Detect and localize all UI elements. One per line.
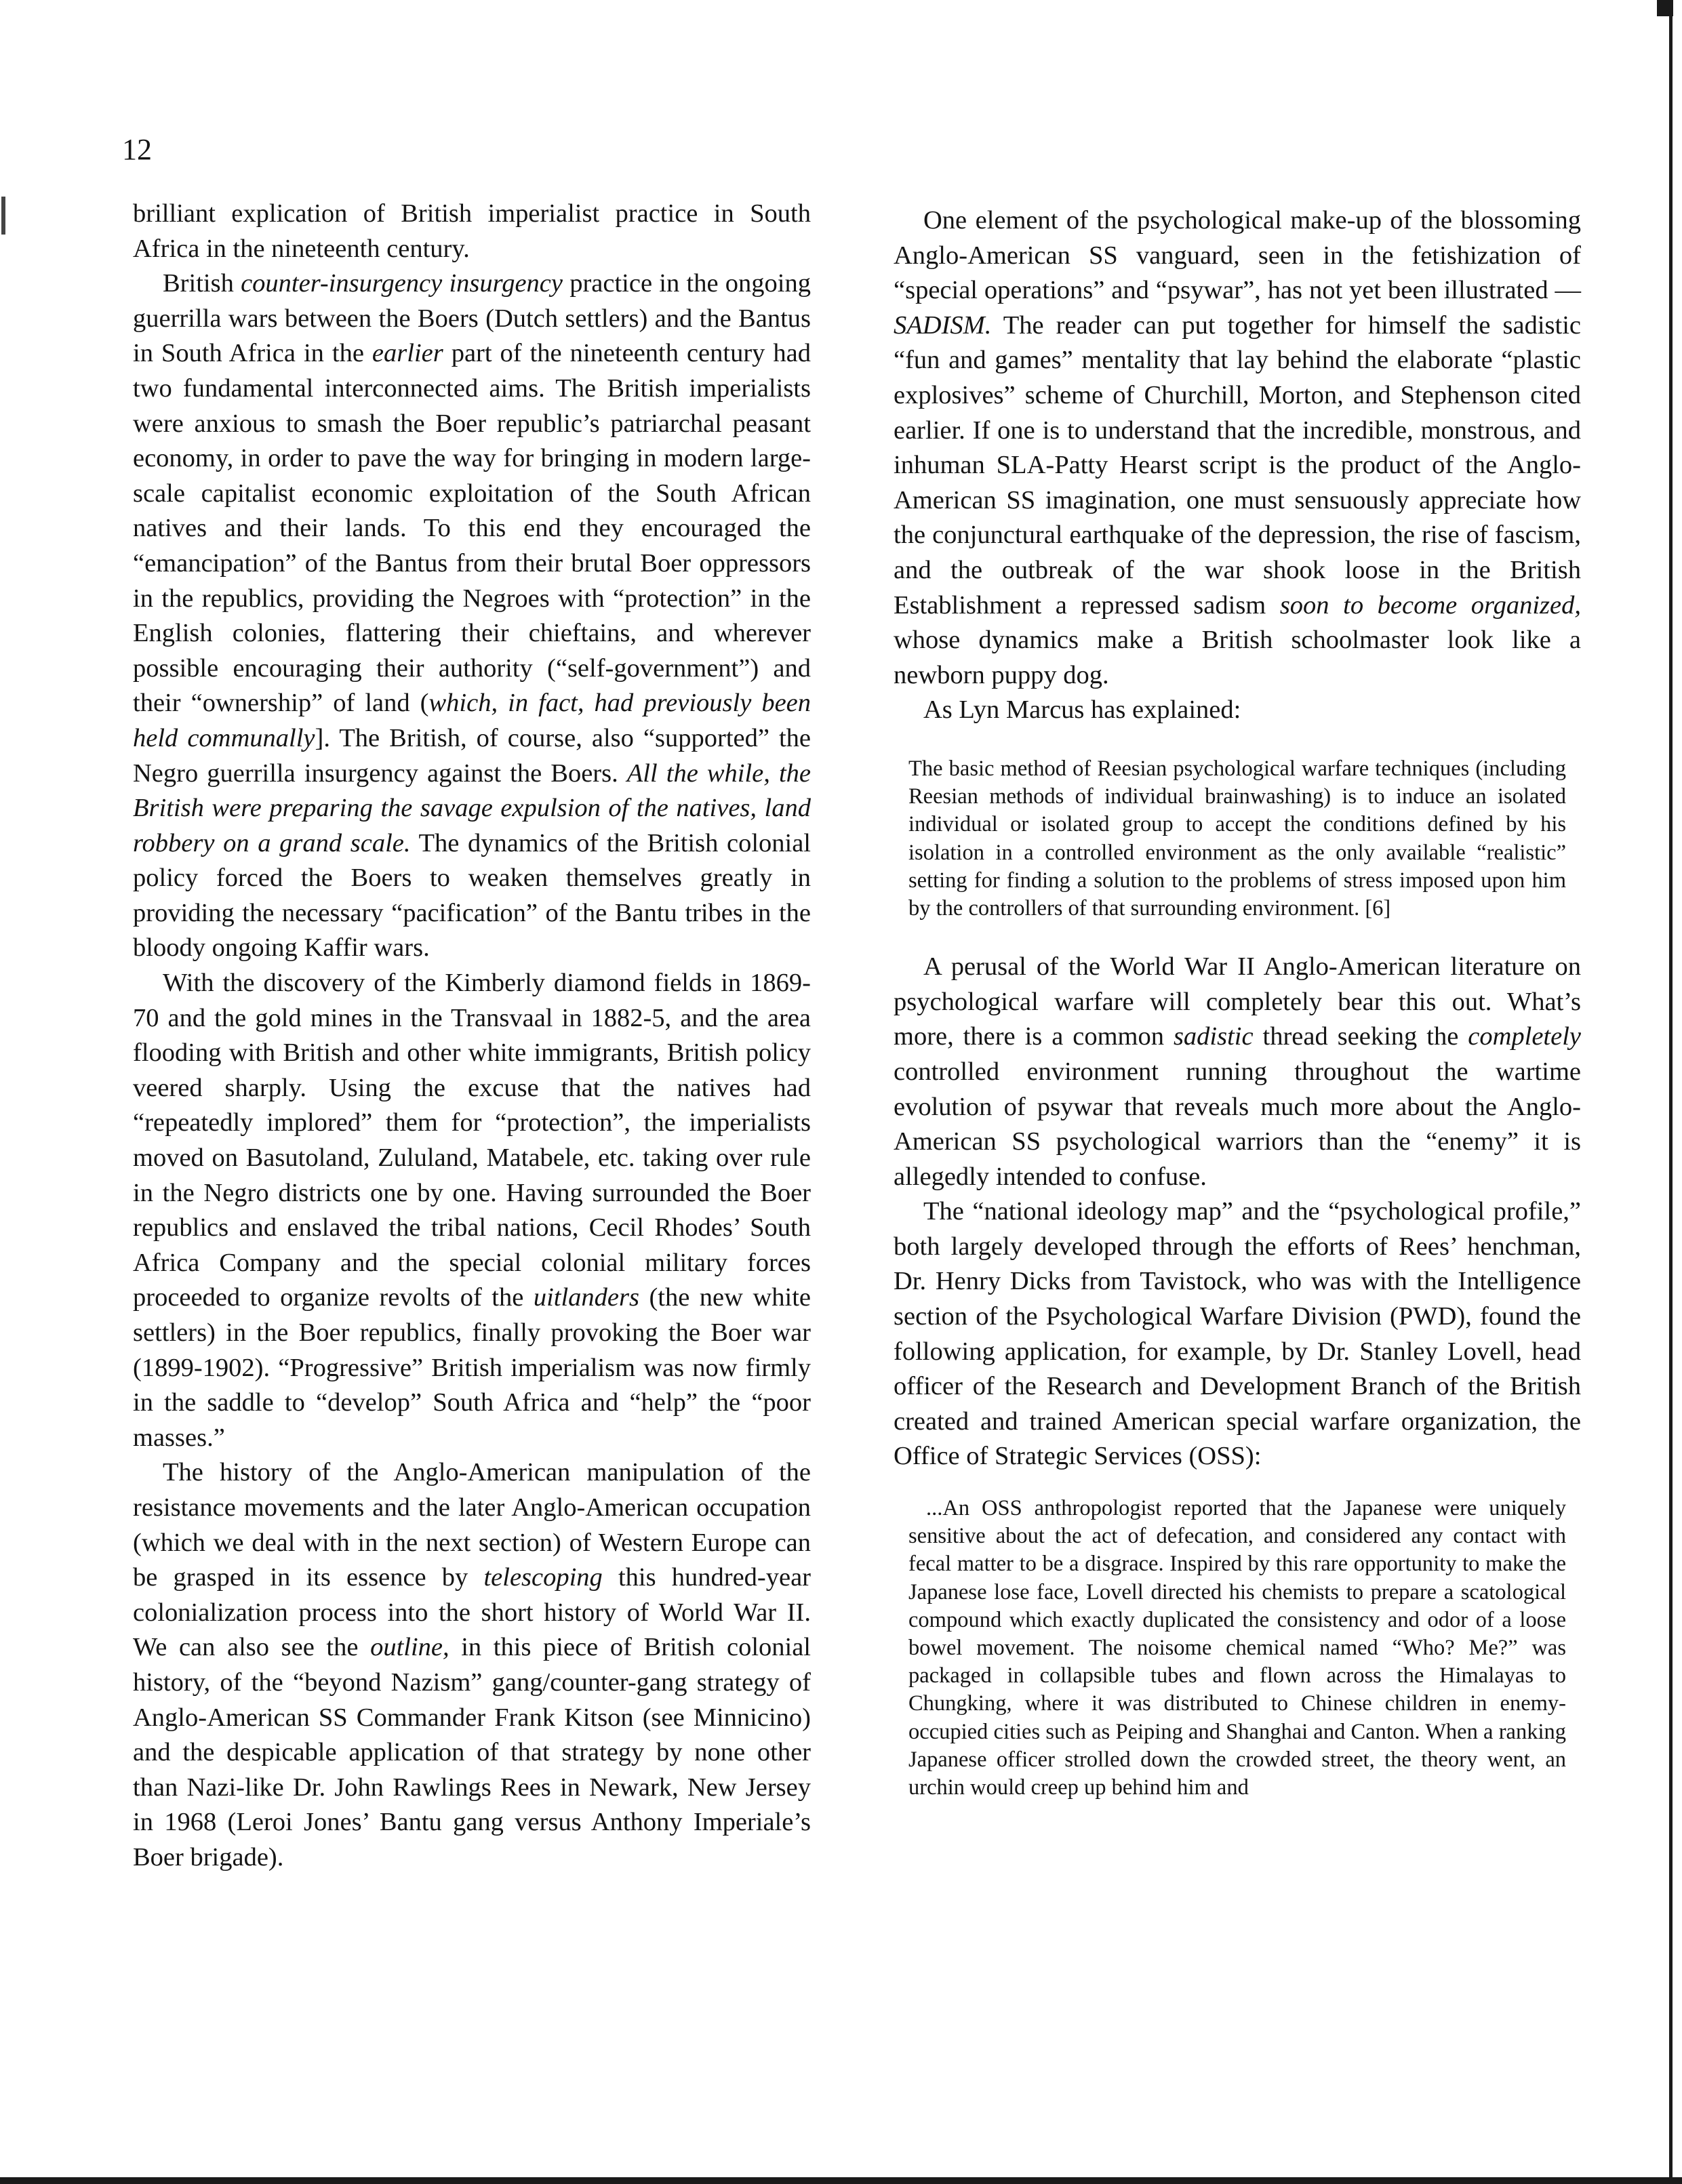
- spacer: [894, 728, 1581, 755]
- paragraph: [894, 1194, 1581, 1474]
- italic-text: earlier: [372, 339, 443, 368]
- paragraph: [894, 693, 1581, 728]
- right-column: [894, 203, 1581, 1802]
- italic-text: completely: [1468, 1022, 1581, 1051]
- text-run: ]. The British, of course, also “supported” the Negro guerrilla insurgency against the Boers.: [133, 723, 811, 788]
- paragraph: [133, 197, 811, 266]
- text-run: this hundred-year colonialization process into the short history of World War II. We can also see the: [133, 1563, 811, 1662]
- text-run: With the discovery of the Kimberly diamond fields in 1869-70 and the gold mines in the Transvaal in 1882-5, and the area flooding with British and other white immigrants, British policy veered sharply. Using the excuse that the natives had “repeatedly implored” them for “protection”, the imperialists moved on Basutoland, Zululand, Matabele, etc. taking over rule in the Negro districts one by one. Having surrounded the Boer republics and enslaved the tribal nations, Cecil Rhodes’ South Africa Company and the special colonial military forces proceeded to organize revolts of the: [133, 969, 811, 1312]
- italic-text: counter-insurgency insurgency: [241, 269, 563, 298]
- text-run: The dynamics of the British colonial policy forced the Boers to weaken themselves greatly in providing the necessary “pacification” of the Bantu tribes in the bloody ongoing Kaffir wars.: [133, 828, 811, 963]
- scan-edge-mark: [1, 197, 5, 235]
- text-run: The history of the Anglo-American manipulation of the resistance movements and the later Anglo-American occupation (which we deal with in the next section) of Western Europe can be grasped in its essence by: [133, 1458, 811, 1592]
- text-run: The “national ideology map” and the “psychological profile,” both largely developed through the efforts of Rees’ henchman, Dr. Henry Dicks from Tavistock, who was with the Intelligence section of the Psychological Warfare Division (PWD), found the following application, for example, by Dr. Stanley Lovell, head officer of the Research and Development Branch of the British created and trained American special warfare organization, the Office of Strategic Services (OSS):: [894, 1197, 1581, 1471]
- italic-text: SADISM.: [894, 310, 992, 340]
- scan-border-bottom: [0, 2177, 1682, 2184]
- text-run: brilliant explication of British imperialist practice in South Africa in the nineteenth century.: [133, 199, 811, 263]
- text-run: The reader can put together for himself the sadistic “fun and games” mentality that lay behind the elaborate “plastic explosives” scheme of Churchill, Morton, and Stephenson cited earlier. If one is to understand that the incredible, monstrous, and inhuman SLA-Patty Hearst script is the product of the Anglo-American SS imagination, one must sensuously appreciate how the conjunctural earthquake of the depression, the rise of fascism, and the outbreak of the war shook loose in the British Establishment a repressed sadism: [894, 310, 1581, 620]
- italic-text: soon to become organized,: [1279, 590, 1581, 620]
- text-run: ...An OSS anthropologist reported that the Japanese were uniquely sensitive about the act of defecation, and considered any contact with fecal matter to be a disgrace. Inspired by this rare opportunity to make the Japanese lose face, Lovell directed his chemists to prepare a scatological compound which exactly duplicated the consistency and odor of a loose bowel movement. The noisome chemical named “Who? Me?” was packaged in collapsible tubes and flown across the Himalayas to Chungking, where it was distributed to Chinese children in enemy-occupied cities such as Peiping and Shanghai and Canton. When a ranking Japanese officer strolled down the crowded street, the theory went, an urchin would creep up behind him and: [908, 1496, 1566, 1800]
- text-run: A perusal of the World War II Anglo-American literature on psychological warfare will completely bear this out. What’s more, there is a common: [894, 952, 1581, 1051]
- italic-text: sadistic: [1173, 1022, 1254, 1051]
- text-run: thread seeking the: [1253, 1022, 1468, 1051]
- page-number: 12: [122, 133, 152, 166]
- scan-border-right: [1669, 0, 1673, 2184]
- text-run: whose dynamics make a British schoolmaster look like a newborn puppy dog.: [894, 626, 1581, 689]
- paragraph: [894, 203, 1581, 693]
- italic-text: outline,: [370, 1633, 449, 1662]
- spacer: [894, 923, 1581, 950]
- block-quote: [908, 1495, 1566, 1802]
- text-run: The basic method of Reesian psychological warfare techniques (including Reesian methods of individual brainwashing) is to induce an isolated individual or isolated group to accept the conditions defined by his isolation in a controlled environment as the only available “realistic” setting for finding a solution to the problems of stress imposed upon him by the controllers of that surrounding environment. [6]: [908, 756, 1566, 921]
- text-run: in this piece of British colonial history, of the “beyond Nazism” gang/counter-gang strategy of Anglo-American SS Commander Frank Kitson (see Minnicino) and the despicable application of that strategy by none other than Nazi-like Dr. John Rawlings Rees in Newark, New Jersey in 1968 (Leroi Jones’ Bantu gang versus Anthony Imperiale’s Boer brigade).: [133, 1633, 811, 1872]
- text-run: practice in the ongoing guerrilla wars between the Boers (Dutch settlers) and the Bantus in South Africa in the: [133, 269, 811, 368]
- scan-border-corner: [1657, 0, 1673, 16]
- paragraph: [133, 266, 811, 966]
- italic-text: which, in fact, had previously been held communally: [133, 689, 812, 752]
- paragraph: [894, 950, 1581, 1194]
- italic-text: All the while, the British were preparing the savage expulsion of the natives, land robbery on a grand scale.: [133, 759, 811, 857]
- spacer: [894, 1474, 1581, 1495]
- paragraph: [133, 966, 811, 1455]
- text-run: As Lyn Marcus has explained:: [923, 695, 1241, 725]
- italic-text: telescoping: [483, 1563, 603, 1592]
- text-run: part of the nineteenth century had two fundamental interconnected aims. The British imperialists were anxious to smash the Boer republic’s patriarchal peasant economy, in order to pave the way for bringing in modern large-scale capitalist economic exploitation of the South African natives and their lands. To this end they encouraged the “emancipation” of the Bantus from their brutal Boer oppressors in the republics, providing the Negroes with “protection” in the English colonies, flattering their chieftains, and wherever possible encouraging their authority (“self-government”) and their “ownership” of land (: [133, 339, 811, 718]
- italic-text: uitlanders: [533, 1283, 639, 1312]
- paragraph: [133, 1455, 811, 1875]
- text-run: controlled environment running throughout the wartime evolution of psywar that reveals much more about the Anglo-American SS psychological warriors than the “enemy” it is allegedly intended to confuse.: [894, 1057, 1581, 1191]
- text-run: (the new white settlers) in the Boer republics, finally provoking the Boer war (1899-1902). “Progressive” British imperialism was now firmly in the saddle to “develop” South Africa and “help” the “poor masses.”: [133, 1283, 811, 1452]
- text-run: British: [163, 269, 241, 298]
- block-quote: [908, 755, 1566, 923]
- left-column: [133, 197, 811, 1876]
- text-run: One element of the psychological make-up of the blossoming Anglo-American SS vanguard, seen in the fetishization of “special operations” and “psywar”, has not yet been illustrated —: [894, 206, 1581, 305]
